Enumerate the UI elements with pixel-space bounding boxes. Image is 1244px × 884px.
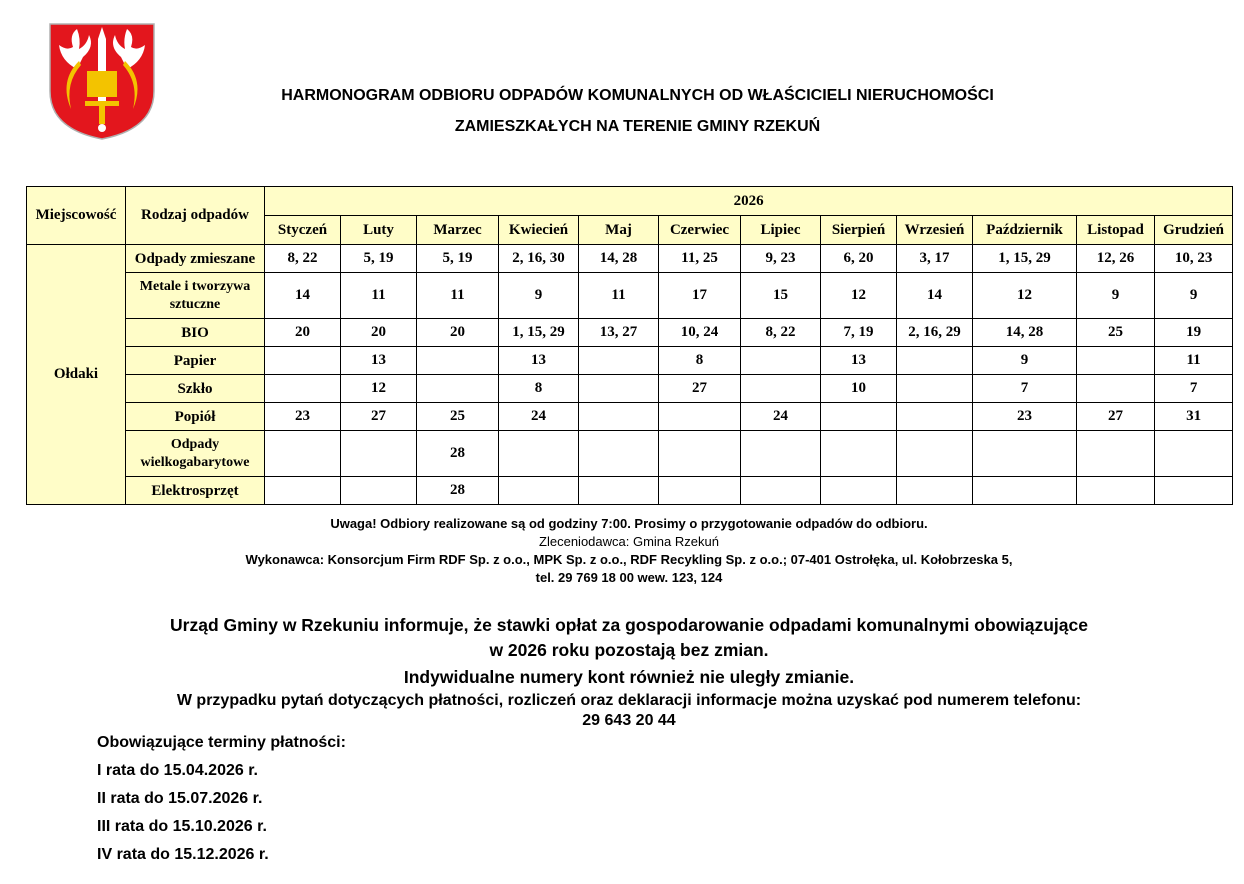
- date-cell: 1, 15, 29: [499, 319, 579, 347]
- date-cell: 2, 16, 29: [897, 319, 973, 347]
- date-cell: 15: [741, 273, 821, 319]
- date-cell: [341, 431, 417, 477]
- waste-type-cell: Papier: [126, 347, 265, 375]
- date-cell: 11: [417, 273, 499, 319]
- table-row: [27, 319, 1233, 347]
- month-header: Październik: [973, 216, 1077, 245]
- date-cell: [973, 477, 1077, 505]
- date-cell: [1077, 347, 1155, 375]
- gmina-crest-logo: [47, 21, 157, 141]
- date-cell: 12, 26: [1077, 245, 1155, 273]
- table-row: [27, 375, 1233, 403]
- notes-hours: Uwaga! Odbiory realizowane są od godziny 7:00. Prosimy o przygotowanie odpadów do odbioru.: [330, 516, 928, 531]
- date-cell: 24: [499, 403, 579, 431]
- date-cell: [499, 431, 579, 477]
- date-cell: [417, 375, 499, 403]
- date-cell: [659, 477, 741, 505]
- date-cell: 23: [973, 403, 1077, 431]
- date-cell: 11: [341, 273, 417, 319]
- payment-item-3: III rata do 15.10.2026 r.: [97, 818, 267, 835]
- date-cell: [821, 431, 897, 477]
- date-cell: 20: [417, 319, 499, 347]
- location-cell: Ołdaki: [27, 245, 126, 505]
- date-cell: [741, 347, 821, 375]
- date-cell: 13, 27: [579, 319, 659, 347]
- date-cell: 3, 17: [897, 245, 973, 273]
- date-cell: [1077, 431, 1155, 477]
- date-cell: 5, 19: [417, 245, 499, 273]
- date-cell: [1077, 477, 1155, 505]
- date-cell: 25: [417, 403, 499, 431]
- info-rates-line1: Urząd Gminy w Rzekuniu informuje, że stawki opłat za gospodarowanie odpadami komunalnymi obowiązujące: [170, 615, 1088, 635]
- date-cell: 2, 16, 30: [499, 245, 579, 273]
- date-cell: 11, 25: [659, 245, 741, 273]
- date-cell: 8, 22: [741, 319, 821, 347]
- date-cell: 9: [1077, 273, 1155, 319]
- date-cell: 7: [973, 375, 1077, 403]
- date-cell: [1077, 375, 1155, 403]
- date-cell: 9: [1155, 273, 1233, 319]
- month-header: Wrzesień: [897, 216, 973, 245]
- date-cell: 28: [417, 477, 499, 505]
- header-waste-type: Rodzaj odpadów: [126, 187, 265, 245]
- notes-phone: tel. 29 769 18 00 wew. 123, 124: [535, 570, 723, 585]
- date-cell: 14, 28: [579, 245, 659, 273]
- table-row: [27, 431, 1233, 477]
- table-row: [27, 245, 1233, 273]
- date-cell: [741, 477, 821, 505]
- date-cell: 27: [341, 403, 417, 431]
- date-cell: 25: [1077, 319, 1155, 347]
- date-cell: 17: [659, 273, 741, 319]
- waste-type-cell: Metale i tworzywa sztuczne: [126, 273, 265, 319]
- date-cell: 24: [741, 403, 821, 431]
- notes-client: Zleceniodawca: Gmina Rzekuń: [539, 534, 719, 549]
- month-header: Kwiecień: [499, 216, 579, 245]
- date-cell: [579, 403, 659, 431]
- date-cell: 7: [1155, 375, 1233, 403]
- date-cell: [265, 347, 341, 375]
- month-header: Luty: [341, 216, 417, 245]
- date-cell: [897, 477, 973, 505]
- payment-item-4: IV rata do 15.12.2026 r.: [97, 846, 269, 863]
- info-accounts: Indywidualne numery kont również nie uległy zmianie.: [403, 667, 855, 687]
- month-header: Sierpień: [821, 216, 897, 245]
- date-cell: [341, 477, 417, 505]
- schedule-table: [26, 186, 1233, 505]
- date-cell: [897, 431, 973, 477]
- date-cell: [821, 403, 897, 431]
- date-cell: 14, 28: [973, 319, 1077, 347]
- date-cell: 20: [341, 319, 417, 347]
- date-cell: 23: [265, 403, 341, 431]
- date-cell: [579, 431, 659, 477]
- month-header: Grudzień: [1155, 216, 1233, 245]
- date-cell: [417, 347, 499, 375]
- waste-type-cell: Odpady wielkogabarytowe: [126, 431, 265, 477]
- date-cell: [821, 477, 897, 505]
- date-cell: [579, 477, 659, 505]
- waste-type-cell: BIO: [126, 319, 265, 347]
- date-cell: 13: [821, 347, 897, 375]
- date-cell: 20: [265, 319, 341, 347]
- header-location: Miejscowość: [27, 187, 126, 245]
- date-cell: [579, 347, 659, 375]
- notes-block: [26, 515, 1232, 587]
- table-row: [27, 273, 1233, 319]
- date-cell: [897, 403, 973, 431]
- date-cell: 9, 23: [741, 245, 821, 273]
- month-header: Styczeń: [265, 216, 341, 245]
- date-cell: 12: [973, 273, 1077, 319]
- date-cell: 27: [659, 375, 741, 403]
- date-cell: [1155, 477, 1233, 505]
- page-title-line1: HARMONOGRAM ODBIORU ODPADÓW KOMUNALNYCH OD WŁAŚCICIELI NIERUCHOMOŚCI: [281, 87, 994, 104]
- date-cell: [579, 375, 659, 403]
- table-row: [27, 403, 1233, 431]
- date-cell: 1, 15, 29: [973, 245, 1077, 273]
- table-row: [27, 347, 1233, 375]
- month-header: Czerwiec: [659, 216, 741, 245]
- date-cell: 14: [897, 273, 973, 319]
- header-year: 2026: [265, 187, 1233, 216]
- date-cell: [741, 375, 821, 403]
- date-cell: 6, 20: [821, 245, 897, 273]
- date-cell: [659, 403, 741, 431]
- waste-type-cell: Elektrosprzęt: [126, 477, 265, 505]
- info-questions: W przypadku pytań dotyczących płatności, rozliczeń oraz deklaracji informacje można uzyskać pod numerem telefonu:: [176, 692, 1082, 709]
- date-cell: [973, 431, 1077, 477]
- date-cell: 12: [821, 273, 897, 319]
- date-cell: [659, 431, 741, 477]
- date-cell: 28: [417, 431, 499, 477]
- date-cell: [897, 347, 973, 375]
- month-header: Listopad: [1077, 216, 1155, 245]
- date-cell: 13: [341, 347, 417, 375]
- date-cell: 10: [821, 375, 897, 403]
- date-cell: [265, 477, 341, 505]
- waste-type-cell: Popiół: [126, 403, 265, 431]
- month-header: Lipiec: [741, 216, 821, 245]
- payment-item-2: II rata do 15.07.2026 r.: [97, 790, 263, 807]
- waste-type-cell: Szkło: [126, 375, 265, 403]
- date-cell: 13: [499, 347, 579, 375]
- date-cell: [265, 431, 341, 477]
- notes-contractor: Wykonawca: Konsorcjum Firm RDF Sp. z o.o., MPK Sp. z o.o., RDF Recykling Sp. z o.o.; 07-401 Ostrołęka, ul. Kołobrzeska 5,: [245, 552, 1013, 567]
- date-cell: 9: [499, 273, 579, 319]
- date-cell: 11: [579, 273, 659, 319]
- month-header: Maj: [579, 216, 659, 245]
- date-cell: 11: [1155, 347, 1233, 375]
- date-cell: 9: [973, 347, 1077, 375]
- waste-type-cell: Odpady zmieszane: [126, 245, 265, 273]
- info-rates-line2: w 2026 roku pozostają bez zmian.: [489, 640, 769, 660]
- date-cell: [265, 375, 341, 403]
- date-cell: 8, 22: [265, 245, 341, 273]
- date-cell: 19: [1155, 319, 1233, 347]
- date-cell: 31: [1155, 403, 1233, 431]
- table-row: [27, 477, 1233, 505]
- payment-item-1: I rata do 15.04.2026 r.: [97, 762, 258, 779]
- month-header: Marzec: [417, 216, 499, 245]
- date-cell: [897, 375, 973, 403]
- date-cell: [1155, 431, 1233, 477]
- date-cell: 7, 19: [821, 319, 897, 347]
- info-phone: 29 643 20 44: [582, 712, 676, 729]
- page-title-line2: ZAMIESZKAŁYCH NA TERENIE GMINY RZEKUŃ: [454, 118, 821, 135]
- date-cell: 10, 24: [659, 319, 741, 347]
- payments-heading: Obowiązujące terminy płatności:: [97, 734, 346, 751]
- date-cell: 12: [341, 375, 417, 403]
- date-cell: 8: [499, 375, 579, 403]
- date-cell: [741, 431, 821, 477]
- date-cell: 5, 19: [341, 245, 417, 273]
- date-cell: 10, 23: [1155, 245, 1233, 273]
- date-cell: [499, 477, 579, 505]
- date-cell: 8: [659, 347, 741, 375]
- date-cell: 27: [1077, 403, 1155, 431]
- date-cell: 14: [265, 273, 341, 319]
